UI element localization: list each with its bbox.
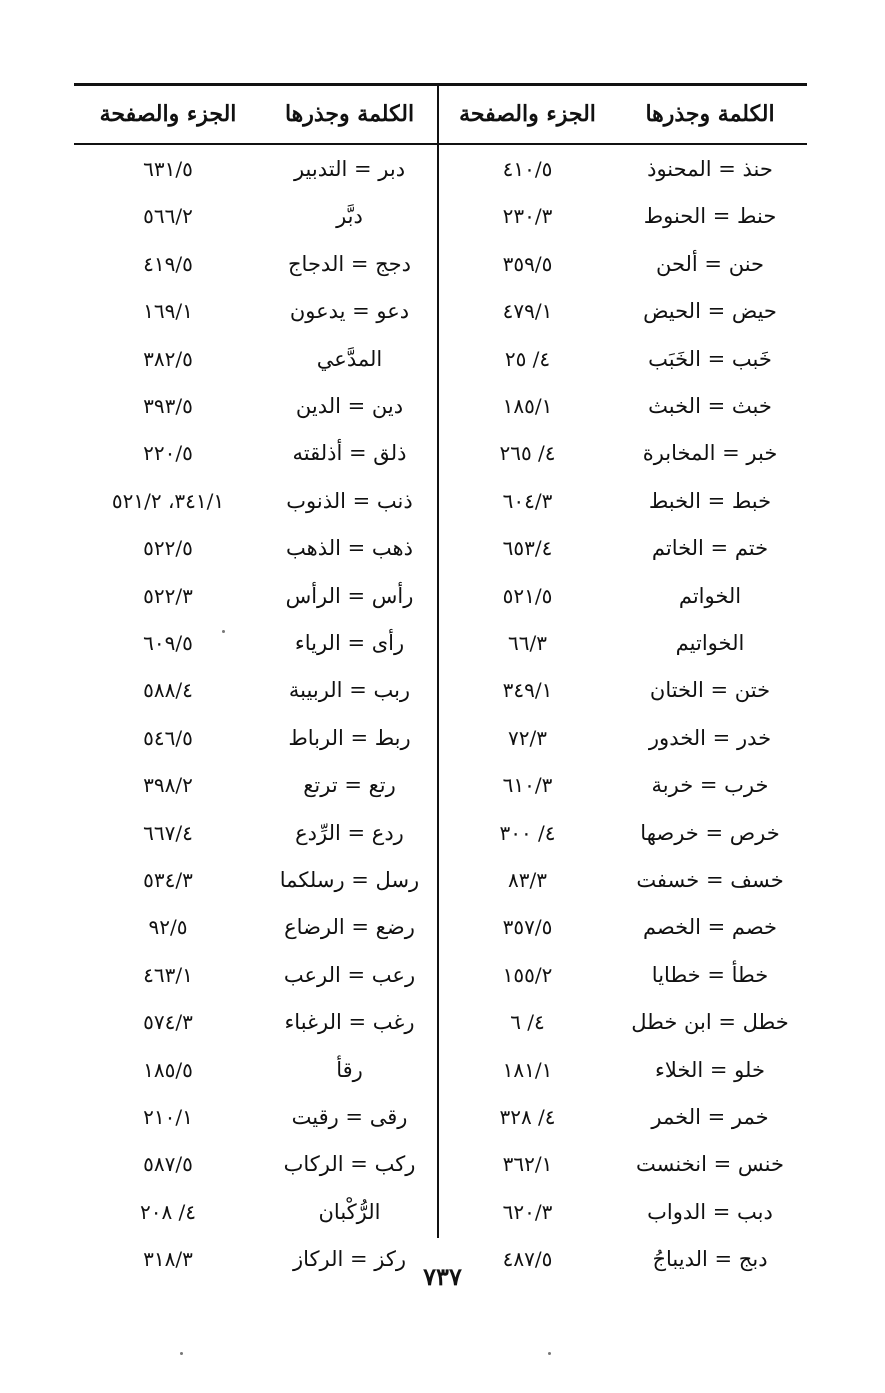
ink-speck [222,630,225,633]
header-word-root-left: الكلمة وجذرها [284,101,415,127]
word-root-left: رأس = الرأس [285,583,414,608]
table-row [0,810,885,857]
word-root-right: خبط = الخبط [648,488,772,513]
table-row [0,1094,885,1141]
word-root-left: المدَّعي [316,346,383,371]
volume-page-left: ٦٣١/٥ [143,157,193,181]
word-root-right: حنذ = المحنوذ [647,157,773,181]
index-table [0,146,885,1272]
volume-page-left: ٣٩٣/٥ [143,394,193,418]
volume-page-left: ٥٧٤/٣ [143,1010,193,1035]
table-row [0,667,885,714]
word-root-right: خطل = ابن خطل [631,1010,789,1035]
word-root-left: رعب = الرعب [283,962,416,987]
volume-page-left: ٤١٩/٥ [143,251,193,276]
table-header-rule [74,143,807,145]
word-root-right: حنن = ألحن [655,251,765,276]
table-row [0,999,885,1046]
volume-page-right: ٦١٠/٣ [502,773,553,798]
volume-page-left: ١٦٩/١ [143,299,193,324]
volume-page-right: ٤/ ٣٢٨ [499,1105,556,1129]
volume-page-right: ٣٦٢/١ [502,1152,553,1177]
volume-page-right: ٤/ ٣٠٠ [499,820,556,845]
table-top-rule [74,83,807,86]
word-root-left: دبَّر [336,204,363,229]
volume-page-right: ٦٥٣/٤ [502,536,553,561]
word-root-left: دجج = الدجاج [287,251,412,276]
word-root-right: خطأ = خطايا [651,962,769,987]
word-root-right: خمر = الخمر [651,1105,769,1129]
word-root-right: الخواتيم [675,631,745,655]
volume-page-left: ٦٠٩/٥ [143,631,193,655]
volume-page-left: ٣١٨/٣ [143,1247,193,1272]
volume-page-left: ٥٢٢/٣ [143,583,193,608]
volume-page-left: ١٨٥/٥ [143,1057,193,1082]
header-volume-page-right: الجزء والصفحة [459,101,596,127]
volume-page-left: ٤/ ٢٠٨ [139,1199,197,1224]
table-row [0,1141,885,1188]
word-root-right: حيض = الحيض [643,299,777,324]
word-root-left: دين = الدين [295,394,404,418]
volume-page-right: ١٥٥/٢ [502,962,553,987]
word-root-right: خصم = الخصم [642,915,778,940]
table-row [0,241,885,288]
volume-page-left: ٢٢٠/٥ [143,441,193,466]
word-root-right: خسف = خسفت [636,868,784,892]
volume-page-left: ٥٤٦/٥ [143,725,193,750]
word-root-left: رقأ [336,1057,363,1082]
word-root-right: خدر = الخدور [648,725,772,750]
volume-page-left: ٥٦٦/٢ [143,204,193,229]
page-number: ٧٣٧ [423,1262,462,1291]
word-root-right: دبج = الديباجُ [652,1247,768,1272]
volume-page-right: ٤٨٧/٥ [502,1247,553,1272]
volume-page-left: ٩٢/٥ [148,915,188,940]
word-root-right: خنس = انخنست [636,1152,784,1177]
volume-page-right: ٤/ ٦ [510,1010,545,1035]
word-root-left: ردع = الرِّدع [295,820,404,845]
table-row [0,620,885,667]
volume-page-right: ٤٧٩/١ [502,299,553,324]
word-root-left: دعو = يدعون [289,299,410,324]
ink-speck [548,1352,551,1355]
volume-page-right: ٤/ ٢٦٥ [499,441,556,466]
word-root-right: خبث = الخبث [648,394,772,418]
table-row [0,1047,885,1094]
word-root-right: حنط = الحنوط [643,204,777,229]
word-root-right: خَبب = الخَبَب [648,346,772,371]
word-root-left: الرُّكْبان [318,1199,381,1224]
volume-page-right: ٦٦/٣ [508,631,547,655]
volume-page-left: ٢١٠/١ [143,1105,193,1129]
volume-page-right: ٨٣/٣ [508,868,547,892]
table-row [0,904,885,951]
header-word-root-right: الكلمة وجذرها [645,101,775,127]
header-volume-page-left: الجزء والصفحة [99,101,237,127]
word-root-right: ختم = الخاتم [651,536,769,561]
word-root-left: رتع = ترتع [303,773,396,798]
word-root-right: دبب = الدواب [647,1199,773,1224]
word-root-left: ذلق = أذلقته [292,441,407,466]
word-root-right: الخواتم [678,583,742,608]
table-row [0,430,885,477]
volume-page-right: ٦٢٠/٣ [502,1199,553,1224]
word-root-right: ختن = الختان [649,678,771,703]
table-row [0,715,885,762]
word-root-left: ذنب = الذنوب [286,488,413,513]
word-root-right: خرص = خرصها [640,820,780,845]
volume-page-left: ٥٣٤/٣ [143,868,193,892]
word-root-left: ربب = الربيبة [288,678,411,703]
word-root-right: خرب = خربة [651,773,769,798]
word-root-left: ربط = الرباط [288,725,411,750]
table-row [0,952,885,999]
volume-page-left: ٥٢٢/٥ [143,536,193,561]
volume-page-right: ٥٢١/٥ [502,583,553,608]
word-root-left: رسل = رسلكما [279,868,420,892]
table-row [0,1189,885,1236]
word-root-right: خلو = الخلاء [655,1057,765,1082]
table-row [0,478,885,525]
volume-page-right: ٢٣٠/٣ [502,204,553,229]
word-root-left: ركز = الركاز [292,1247,407,1272]
volume-page-left: ٣٨٢/٥ [143,346,193,371]
ink-speck [180,1352,183,1355]
table-row [0,336,885,383]
volume-page-right: ٦٠٤/٣ [502,488,553,513]
volume-page-right: ٣٥٩/٥ [502,251,553,276]
word-root-left: ذهب = الذهب [286,536,413,561]
volume-page-right: ١٨٥/١ [502,394,553,418]
word-root-left: رغب = الرغباء [284,1010,415,1035]
table-row [0,383,885,430]
word-root-right: خبر = المخابرة [642,441,778,466]
volume-page-left: ٥٨٨/٤ [143,678,193,703]
volume-page-right: ٤/ ٢٥ [504,346,551,371]
volume-page-right: ١٨١/١ [502,1057,553,1082]
table-row [0,146,885,193]
volume-page-left: ٥٨٧/٥ [143,1152,193,1177]
volume-page-right: ٧٢/٣ [508,725,547,750]
table-row [0,525,885,572]
table-row [0,288,885,335]
volume-page-left: ٣٤١/١، ٥٢١/٢ [111,488,225,513]
volume-page-left: ٤٦٣/١ [143,962,193,987]
volume-page-left: ٣٩٨/٢ [143,773,193,798]
word-root-left: رقى = رقيت [291,1105,408,1129]
volume-page-right: ٣٥٧/٥ [502,915,553,940]
volume-page-right: ٣٤٩/١ [502,678,553,703]
table-row [0,857,885,904]
word-root-left: رأى = الرياء [294,631,405,655]
table-row [0,573,885,620]
word-root-left: رضع = الرضاع [284,915,415,940]
word-root-left: ركب = الركاب [283,1152,416,1177]
volume-page-right: ٤١٠/٥ [502,157,553,181]
volume-page-left: ٦٦٧/٤ [143,820,193,845]
word-root-left: دبر = التدبير [293,157,406,181]
table-row [0,762,885,809]
table-row [0,193,885,240]
